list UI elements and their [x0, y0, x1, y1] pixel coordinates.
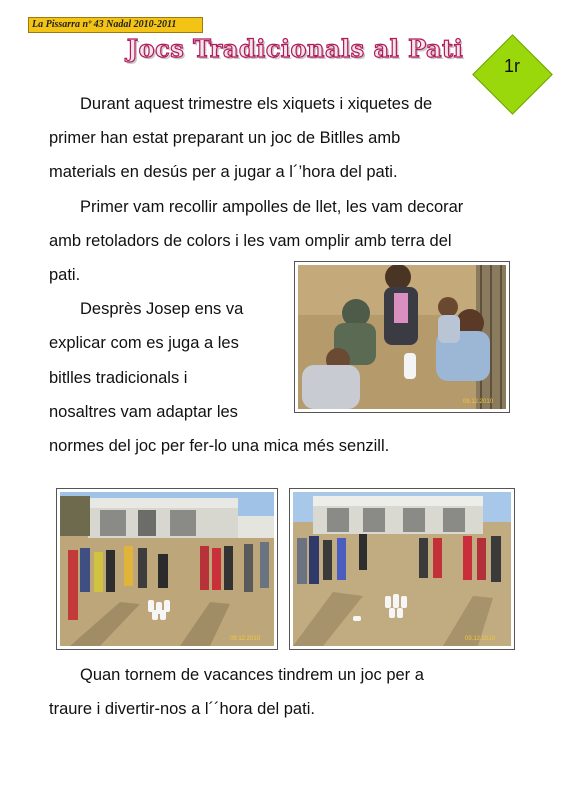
paragraph-3-line-3: bitlles tradicionals i — [49, 369, 188, 387]
photo-date-stamp: 09.12.2010 — [465, 636, 496, 642]
page-title: Jocs Tradicionals al Pati — [126, 34, 464, 63]
photo-courtyard-game-right — [289, 488, 515, 650]
paragraph-2-line-2: amb retoladors de colors i les vam omplir amb terra del — [49, 232, 452, 250]
photo-date-stamp: 09.12.2010 — [230, 636, 261, 642]
paragraph-3-line-4: nosaltres vam adaptar les — [49, 403, 238, 421]
paragraph-1-line-1: Durant aquest trimestre els xiquets i xiquetes de — [80, 95, 433, 113]
photo-courtyard-game-left — [56, 488, 278, 650]
issue-tag: La Pissarra nº 43 Nadal 2010-2011 — [28, 17, 203, 33]
paragraph-1-line-2: primer han estat preparant un joc de Bitlles amb — [49, 129, 401, 147]
paragraph-4-line-1: Quan tornem de vacances tindrem un joc per a — [80, 666, 424, 684]
photo-children-with-bottles — [294, 261, 510, 413]
paragraph-3-line-5: normes del joc per fer-lo una mica més senzill. — [49, 437, 390, 455]
photo-date-stamp: 09.12.2010 — [463, 399, 494, 405]
paragraph-1-line-3: materials en desús per a jugar a l´’hora del pati. — [49, 163, 398, 181]
paragraph-3-line-2: explicar com es juga a les — [49, 334, 239, 352]
paragraph-2-line-1: Primer vam recollir ampolles de llet, les vam decorar — [80, 198, 464, 216]
grade-label: 1r — [503, 56, 520, 76]
paragraph-2-line-3: pati. — [49, 266, 81, 284]
paragraph-4-line-2: traure i divertir-nos a l´´hora del pati. — [49, 700, 315, 718]
grade-badge — [473, 35, 551, 113]
paragraph-3-line-1: Desprès Josep ens va — [80, 300, 244, 318]
